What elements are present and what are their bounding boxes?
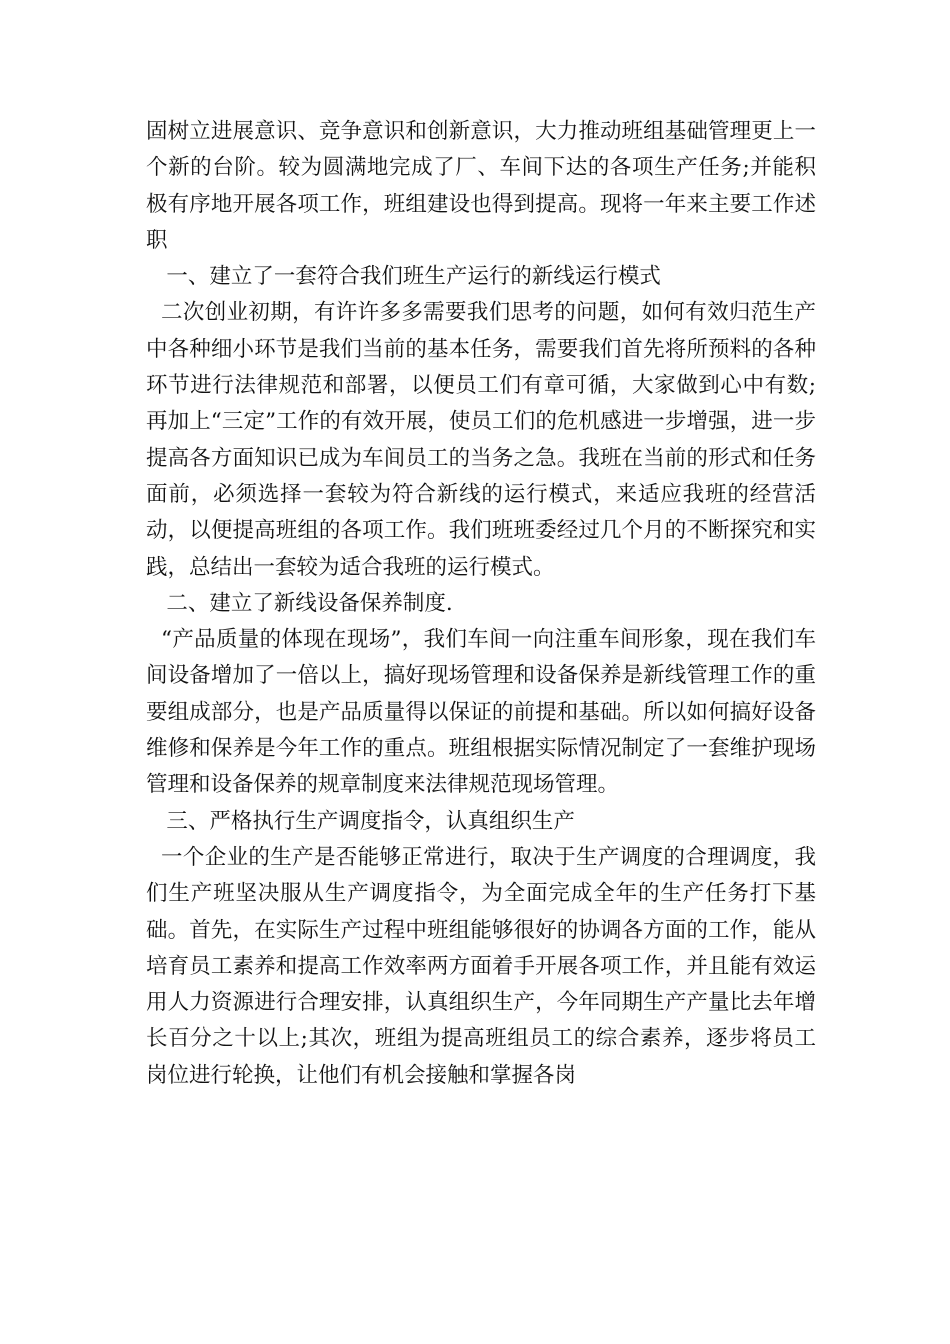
paragraph-section-2: “产品质量的体现在现场”，我们车间一向注重车间形象，现在我们车间设备增加了一倍以上，搞好现场管理和设备保养是新线管理工作的重要组成部分，也是产品质量得以保证的前提和基础。所以如何搞好设备维修和保养是今年工作的重点。班组根据实际情况制定了一套维护现场管理和设备保养的规章制度来法律规范现场管理。 — [146, 627, 816, 798]
document-body — [146, 114, 816, 1094]
paragraph-section-3: 一个企业的生产是否能够正常进行，取决于生产调度的合理调度，我们生产班坚决服从生产调度指令，为全面完成全年的生产任务打下基础。首先，在实际生产过程中班组能够很好的协调各方面的工作，能从培育员工素养和提高工作效率两方面着手开展各项工作，并且能有效运用人力资源进行合理安排，认真组织生产，今年同期生产产量比去年增长百分之十以上;其次，班组为提高班组员工的综合素养，逐步将员工岗位进行轮换，让他们有机会接触和掌握各岗 — [146, 844, 816, 1088]
section-heading-2: 二、建立了新线设备保养制度. — [166, 590, 453, 616]
section-heading-3: 三、严格执行生产调度指令，认真组织生产 — [166, 808, 575, 834]
paragraph-intro: 固树立进展意识、竞争意识和创新意识，大力推动班组基础管理更上一个新的台阶。较为圆满地完成了厂、车间下达的各项生产任务;并能积极有序地开展各项工作，班组建设也得到提高。现将一年来主要工作述职 — [146, 119, 816, 253]
paragraph-section-1: 二次创业初期，有许许多多需要我们思考的问题，如何有效归范生产中各种细小环节是我们当前的基本任务，需要我们首先将所预料的各种环节进行法律规范和部署，以便员工们有章可循，大家做到心中有数;再加上“三定”工作的有效开展，使员工们的危机感进一步增强，进一步提高各方面知识已成为车间员工的当务之急。我班在当前的形式和任务面前，必须选择一套较为符合新线的运行模式，来适应我班的经营活动，以便提高班组的各项工作。我们班班委经过几个月的不断探究和实践，总结出一套较为适合我班的运行模式。 — [146, 300, 816, 580]
section-heading-1: 一、建立了一套符合我们班生产运行的新线运行模式 — [166, 264, 661, 290]
